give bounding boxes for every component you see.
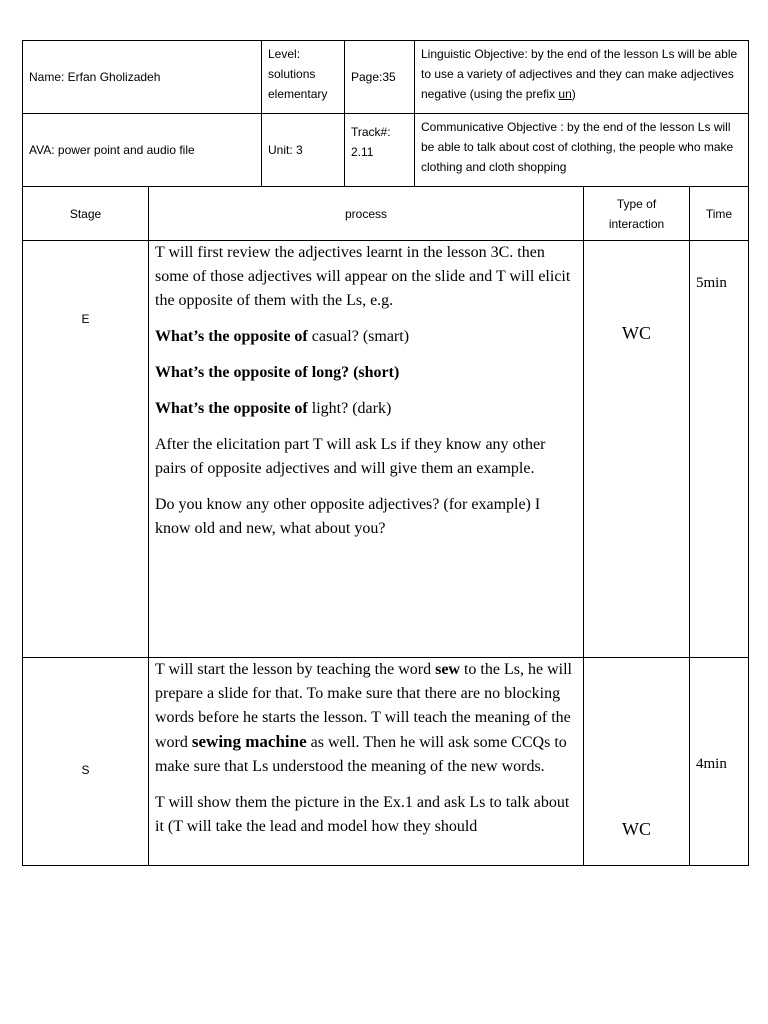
keyword-sew: sew [435,661,460,678]
interaction-type: WC [622,819,651,839]
prefix-un: un [558,87,572,101]
stage-header: Stage [23,187,149,241]
track-cell [345,114,415,187]
example-question: What’s the opposite of light? (dark) [155,400,392,417]
time-header: Time [690,187,749,241]
unit-text: Unit: 3 [268,143,303,157]
page-cell [345,41,415,114]
interaction-header: Type of interaction [584,187,690,241]
level-grade: elementary [268,87,328,101]
time-cell [690,241,749,658]
communicative-objective: Communicative Objective : by the end of the lesson Ls will be able to talk about cost of clothing, the people who make clothing and cloth shopping [421,120,734,174]
process-header: process [149,187,584,241]
time-cell [690,658,749,866]
unit-cell [262,114,345,187]
level-cell [262,41,345,114]
process-paragraph: T will first review the adjectives learnt in the lesson 3C. then some of those adjectives will appear on the slide and T will elicit the opposite of them with the Ls, e.g. [155,244,571,309]
process-paragraph: T will show them the picture in the Ex.1 and ask Ls to talk about it (T will take the lead and model how they should [155,794,570,835]
page-number: Page:35 [351,70,396,84]
time-value: 5min [696,275,727,291]
linguistic-objective-cell [415,41,749,114]
keyword-sewing-machine: sewing machine [191,732,307,751]
linguistic-objective: Linguistic Objective: by the end of the lesson Ls will be able to use a variety of adjectives and they can make adjectives negative (using the prefix un) [421,47,738,101]
stage-cell [23,241,149,658]
lesson-stages-table [22,240,749,866]
interaction-cell [584,241,690,658]
stage-cell [23,658,149,866]
communicative-objective-cell [415,114,749,187]
lesson-header-table [22,40,749,187]
process-paragraph: T will start the lesson by teaching the word sew to the Ls, he will prepare a slide for that. To make sure that there are no blocking words before he starts the lesson. T will teach the meaning of the word sewing machine as well. Then he will ask some CCQs to make sure that Ls understood the meaning of the new words. [155,661,572,775]
track-number: 2.11 [351,145,374,159]
example-question: What’s the opposite of long? (short) [155,364,400,381]
stage-column-headers [22,186,749,241]
stage-label: E [81,312,90,326]
process-paragraph: Do you know any other opposite adjectives? (for example) I know old and new, what about you? [155,496,541,537]
stage-label: S [81,763,90,777]
process-cell [149,658,584,866]
level-label: Level: [268,47,301,61]
level-book: solutions [268,67,316,81]
interaction-type: WC [622,323,651,343]
ava-cell [23,114,262,187]
teacher-name: Name: Erfan Gholizadeh [29,70,161,84]
process-paragraph: After the elicitation part T will ask Ls if they know any other pairs of opposite adjectives and will give them an example. [155,436,546,477]
track-label: Track#: [351,125,391,139]
example-question: What’s the opposite of casual? (smart) [155,328,410,345]
table-row [23,658,749,866]
table-row [23,241,749,658]
ava-text: AVA: power point and audio file [29,143,195,157]
name-cell [23,41,262,114]
interaction-cell [584,658,690,866]
process-cell [149,241,584,658]
time-value: 4min [696,756,727,772]
